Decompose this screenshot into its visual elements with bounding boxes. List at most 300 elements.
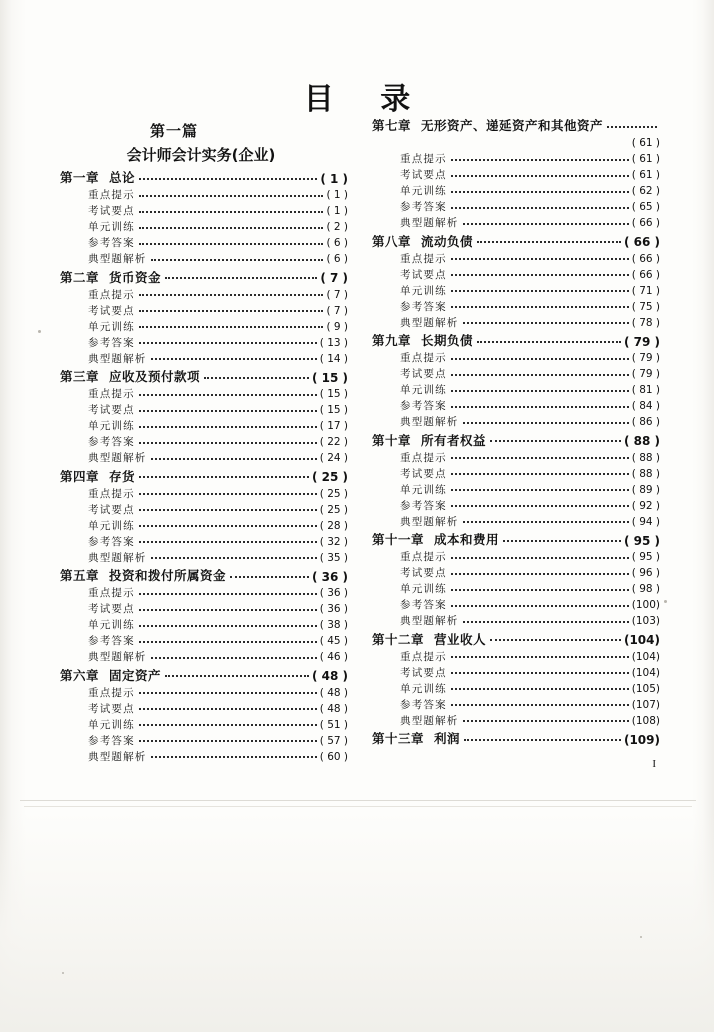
toc-subentry[interactable] xyxy=(60,337,348,348)
subentry-page-number: ( 13 ) xyxy=(319,336,348,349)
dot-leader xyxy=(139,289,324,298)
chapter-label: 第三章 xyxy=(60,369,100,384)
dot-leader xyxy=(451,186,629,195)
subentry-page-number: (107) xyxy=(631,698,660,711)
dot-leader xyxy=(139,389,317,398)
dot-leader xyxy=(451,468,629,477)
toc-subentry[interactable] xyxy=(60,536,348,547)
subentry-title: 典型题解析 xyxy=(400,217,459,229)
toc-subentry[interactable] xyxy=(372,154,660,165)
chapter-label: 第九章 xyxy=(372,333,412,348)
dot-leader xyxy=(451,253,629,262)
dot-leader xyxy=(477,237,621,246)
toc-subentry[interactable] xyxy=(372,616,660,627)
subentry-page-number: (104) xyxy=(631,650,660,663)
scan-speck xyxy=(38,330,41,333)
subentry-page-number: ( 95 ) xyxy=(631,551,660,563)
toc-subentry[interactable] xyxy=(60,238,348,249)
dot-leader xyxy=(463,616,629,625)
subentry-title: 重点提示 xyxy=(400,153,447,165)
dot-leader xyxy=(451,285,629,294)
dot-leader xyxy=(451,202,629,211)
subentry-page-number: ( 65 ) xyxy=(631,201,660,213)
toc-subentry[interactable] xyxy=(372,301,660,312)
dot-leader xyxy=(139,636,317,645)
subentry-title: 典型题解析 xyxy=(88,352,147,365)
subentry-page-number: ( 6 ) xyxy=(326,237,348,249)
chapter-title: 成本和费用 xyxy=(434,532,500,547)
toc-subentry[interactable] xyxy=(372,500,660,511)
dot-leader xyxy=(139,536,317,545)
dot-leader xyxy=(139,305,324,314)
toc-subentry[interactable] xyxy=(60,620,348,631)
scan-speck xyxy=(640,936,642,938)
subentry-page-number: ( 15 ) xyxy=(319,388,348,400)
toc-column-left xyxy=(60,120,348,762)
chapter-label: 第二章 xyxy=(60,269,100,285)
toc-subentry[interactable] xyxy=(60,353,348,364)
chapter-title: 长期负债 xyxy=(421,333,474,348)
toc-subentry[interactable] xyxy=(372,186,660,197)
toc-chapter-entry[interactable] xyxy=(60,667,348,683)
toc-subentry[interactable] xyxy=(372,353,660,364)
subentry-title: 单元训练 xyxy=(400,583,447,595)
subentry-title: 典型题解析 xyxy=(88,253,147,265)
subentry-title: 单元训练 xyxy=(400,483,447,496)
chapter-title: 应收及预付款项 xyxy=(109,369,201,384)
chapter-label: 第五章 xyxy=(60,568,100,583)
subentry-page-number: ( 75 ) xyxy=(631,300,660,313)
dot-leader xyxy=(451,154,629,163)
subentry-title: 参考答案 xyxy=(88,237,135,249)
subentry-page-number: ( 84 ) xyxy=(631,400,660,412)
subentry-title: 考试要点 xyxy=(88,503,135,516)
toc-subentry[interactable] xyxy=(372,568,660,579)
subentry-title: 考试要点 xyxy=(88,603,135,615)
subentry-page-number: ( 81 ) xyxy=(631,384,660,396)
part-title: 会计师会计实务(企业) xyxy=(126,146,276,164)
toc-subentry[interactable] xyxy=(372,699,660,710)
chapter-label: 第十三章 xyxy=(372,731,425,746)
toc-subentry[interactable] xyxy=(60,321,348,332)
page-fold-line xyxy=(20,800,696,801)
chapter-label: 第十二章 xyxy=(372,631,425,647)
subentry-title: 考试要点 xyxy=(400,268,447,281)
toc-subentry[interactable] xyxy=(372,369,660,380)
subentry-page-number: ( 38 ) xyxy=(319,619,348,631)
subentry-title: 考试要点 xyxy=(400,368,447,380)
scan-speck xyxy=(664,600,667,603)
dot-leader xyxy=(139,206,324,215)
toc-subentry[interactable] xyxy=(372,715,660,726)
dot-leader xyxy=(463,715,629,724)
chapter-label: 第一章 xyxy=(60,170,100,185)
part-number: 第一篇 xyxy=(149,122,198,140)
subentry-page-number: ( 62 ) xyxy=(631,185,660,197)
subentry-page-number: ( 24 ) xyxy=(319,452,348,464)
subentry-page-number: ( 25 ) xyxy=(319,487,348,500)
scan-speck xyxy=(62,972,64,974)
subentry-title: 单元训练 xyxy=(88,320,135,333)
subentry-page-number: ( 2 ) xyxy=(326,221,348,233)
subentry-page-number: ( 78 ) xyxy=(631,316,660,329)
subentry-page-number: ( 92 ) xyxy=(631,499,660,512)
subentry-title: 参考答案 xyxy=(400,499,447,512)
dot-leader xyxy=(451,401,629,410)
toc-subentry[interactable] xyxy=(372,317,660,328)
chapter-label: 第八章 xyxy=(372,233,412,249)
dot-leader xyxy=(451,667,629,676)
dot-leader xyxy=(151,254,324,263)
chapter-page-number: ( 79 ) xyxy=(623,334,660,349)
chapter-label: 第四章 xyxy=(60,468,100,484)
subentry-title: 典型题解析 xyxy=(400,714,459,727)
subentry-page-number: ( 66 ) xyxy=(631,268,660,281)
chapter-page-number: ( 15 ) xyxy=(311,370,348,385)
dot-leader xyxy=(451,584,629,593)
chapter-title: 所有者权益 xyxy=(421,432,487,448)
subentry-page-number: ( 17 ) xyxy=(319,420,348,432)
dot-leader xyxy=(139,472,309,481)
toc-subentry[interactable] xyxy=(60,751,348,762)
subentry-page-number: ( 25 ) xyxy=(319,503,348,516)
subentry-title: 单元训练 xyxy=(400,284,447,297)
toc-subentry[interactable] xyxy=(372,552,660,563)
dot-leader xyxy=(451,369,629,378)
chapter-page-number: ( 1 ) xyxy=(320,171,348,186)
dot-leader xyxy=(451,269,629,278)
toc-subentry[interactable] xyxy=(60,437,348,448)
toc-subentry[interactable] xyxy=(372,269,660,280)
chapter-title: 流动负债 xyxy=(421,233,474,249)
toc-subentry[interactable] xyxy=(60,305,348,316)
toc-subentry[interactable] xyxy=(372,584,660,595)
toc-subentry[interactable] xyxy=(60,421,348,432)
subentry-page-number: ( 98 ) xyxy=(631,583,660,595)
subentry-title: 单元训练 xyxy=(88,221,135,233)
subentry-title: 重点提示 xyxy=(88,189,135,201)
dot-leader xyxy=(165,671,309,680)
toc-subentry[interactable] xyxy=(60,735,348,746)
dot-leader xyxy=(139,238,324,247)
dot-leader xyxy=(464,735,621,744)
subentry-page-number: ( 89 ) xyxy=(631,483,660,496)
subentry-page-number: ( 36 ) xyxy=(319,603,348,615)
subentry-page-number: ( 51 ) xyxy=(319,718,348,731)
toc-subentry[interactable] xyxy=(60,453,348,464)
page-title: 目 录 xyxy=(303,82,429,117)
subentry-title: 参考答案 xyxy=(400,698,447,711)
dot-leader xyxy=(451,552,629,561)
dot-leader xyxy=(451,385,629,394)
dot-leader xyxy=(151,552,317,561)
toc-subentry[interactable] xyxy=(372,218,660,229)
dot-leader xyxy=(139,405,317,414)
chapter-page-number: (109) xyxy=(623,732,660,747)
subentry-title: 重点提示 xyxy=(88,487,135,500)
toc-subentry[interactable] xyxy=(372,385,660,396)
dot-leader xyxy=(151,652,317,661)
part-heading xyxy=(60,120,348,165)
dot-leader xyxy=(151,353,317,362)
subentry-page-number: ( 61 ) xyxy=(631,153,660,165)
subentry-title: 重点提示 xyxy=(400,650,447,663)
subentry-page-number: ( 22 ) xyxy=(319,436,348,448)
toc-subentry[interactable] xyxy=(60,687,348,698)
subentry-title: 典型题解析 xyxy=(400,416,459,428)
subentry-page-number: (105) xyxy=(631,682,660,695)
toc-chapter-entry[interactable] xyxy=(60,269,348,285)
subentry-title: 典型题解析 xyxy=(400,316,459,329)
subentry-title: 考试要点 xyxy=(88,304,135,317)
toc-subentry[interactable] xyxy=(372,651,660,662)
subentry-page-number: ( 7 ) xyxy=(326,304,348,317)
subentry-page-number: (104) xyxy=(631,666,660,679)
subentry-title: 重点提示 xyxy=(88,587,135,599)
dot-leader xyxy=(451,500,629,509)
dot-leader xyxy=(139,520,317,529)
chapter-label: 第十章 xyxy=(372,432,412,448)
dot-leader xyxy=(451,452,629,461)
dot-leader xyxy=(451,651,629,660)
subentry-title: 考试要点 xyxy=(400,567,447,579)
subentry-page-number: ( 46 ) xyxy=(319,651,348,663)
subentry-page-number: ( 71 ) xyxy=(631,284,660,297)
subentry-page-number: ( 57 ) xyxy=(319,734,348,747)
dot-leader xyxy=(451,170,629,179)
toc-subentry[interactable] xyxy=(60,405,348,416)
dot-leader xyxy=(151,751,317,760)
toc-chapter-entry[interactable] xyxy=(372,631,660,647)
dot-leader xyxy=(463,417,629,426)
subentry-title: 典型题解析 xyxy=(400,515,459,528)
chapter-title: 货币资金 xyxy=(109,269,162,285)
dot-leader xyxy=(139,604,317,613)
dot-leader xyxy=(463,317,629,326)
toc-subentry[interactable] xyxy=(372,170,660,181)
toc-chapter-entry[interactable] xyxy=(372,534,660,547)
toc-columns xyxy=(60,120,660,762)
chapter-title: 存货 xyxy=(109,468,136,484)
subentry-page-number: ( 60 ) xyxy=(319,750,348,763)
subentry-title: 重点提示 xyxy=(88,388,135,400)
chapter-page-number: ( 66 ) xyxy=(623,235,660,249)
dot-leader xyxy=(165,273,317,282)
subentry-page-number: ( 7 ) xyxy=(326,288,348,301)
toc-subentry[interactable] xyxy=(372,516,660,527)
subentry-page-number: ( 79 ) xyxy=(631,352,660,364)
folio-page-number: I xyxy=(652,758,656,770)
subentry-title: 单元训练 xyxy=(88,718,135,731)
chapter-page-number: ( 25 ) xyxy=(311,470,348,484)
toc-chapter-entry[interactable] xyxy=(372,233,660,249)
dot-leader xyxy=(139,620,317,629)
dot-leader xyxy=(451,683,629,692)
dot-leader xyxy=(139,588,317,597)
subentry-title: 重点提示 xyxy=(88,686,135,699)
dot-leader xyxy=(451,484,629,493)
subentry-title: 重点提示 xyxy=(400,252,447,265)
toc-subentry[interactable] xyxy=(60,703,348,714)
subentry-title: 典型题解析 xyxy=(88,651,147,663)
dot-leader xyxy=(451,301,629,310)
subentry-title: 重点提示 xyxy=(88,288,135,301)
toc-chapter-entry[interactable] xyxy=(372,335,660,348)
subentry-page-number: (103) xyxy=(631,615,660,627)
dot-leader xyxy=(490,635,621,644)
toc-subentry[interactable] xyxy=(60,190,348,201)
dot-leader xyxy=(139,504,317,513)
subentry-title: 单元训练 xyxy=(400,384,447,396)
toc-subentry[interactable] xyxy=(372,484,660,495)
toc-subentry[interactable] xyxy=(60,520,348,531)
subentry-page-number: ( 48 ) xyxy=(319,702,348,715)
chapter-page-number: ( 88 ) xyxy=(623,434,660,448)
subentry-title: 考试要点 xyxy=(88,404,135,416)
chapter-label: 第十一章 xyxy=(372,532,425,547)
subentry-title: 重点提示 xyxy=(400,551,447,563)
subentry-title: 重点提示 xyxy=(400,451,447,464)
subentry-page-number: ( 9 ) xyxy=(326,320,348,333)
subentry-page-number: ( 48 ) xyxy=(319,686,348,699)
toc-subentry[interactable] xyxy=(372,468,660,479)
toc-chapter-entry[interactable] xyxy=(60,468,348,484)
subentry-title: 考试要点 xyxy=(400,169,447,181)
subentry-title: 考试要点 xyxy=(400,666,447,679)
toc-subentry[interactable] xyxy=(60,552,348,563)
subentry-page-number: (108) xyxy=(631,714,660,727)
toc-subentry[interactable] xyxy=(60,636,348,647)
toc-chapter-entry[interactable] xyxy=(60,570,348,583)
toc-subentry[interactable] xyxy=(372,202,660,213)
subentry-page-number: ( 1 ) xyxy=(326,205,348,217)
subentry-title: 考试要点 xyxy=(400,467,447,480)
toc-subentry[interactable] xyxy=(372,667,660,678)
dot-leader xyxy=(139,719,317,728)
toc-subentry[interactable] xyxy=(372,417,660,428)
toc-chapter-entry[interactable] xyxy=(60,172,348,185)
toc-subentry[interactable] xyxy=(60,604,348,615)
subentry-title: 参考答案 xyxy=(88,734,135,747)
subentry-title: 考试要点 xyxy=(88,702,135,715)
subentry-page-number: ( 66 ) xyxy=(631,252,660,265)
subentry-page-number: ( 86 ) xyxy=(631,416,660,428)
page-fold-line-secondary xyxy=(24,806,692,807)
subentry-title: 参考答案 xyxy=(400,599,447,611)
toc-subentry[interactable] xyxy=(60,488,348,499)
subentry-page-number: ( 88 ) xyxy=(631,451,660,464)
dot-leader xyxy=(463,516,629,525)
toc-subentry[interactable] xyxy=(60,222,348,233)
subentry-title: 考试要点 xyxy=(88,205,135,217)
dot-leader xyxy=(230,572,309,581)
subentry-page-number: ( 88 ) xyxy=(631,467,660,480)
toc-subentry[interactable] xyxy=(372,285,660,296)
chapter-page-number: ( 95 ) xyxy=(623,533,660,548)
chapter-title: 无形资产、递延资产和其他资产 xyxy=(421,118,604,133)
subentry-title: 典型题解析 xyxy=(88,452,147,464)
dot-leader xyxy=(139,703,317,712)
subentry-title: 单元训练 xyxy=(88,519,135,532)
subentry-page-number: ( 28 ) xyxy=(319,519,348,532)
toc-subentry[interactable] xyxy=(60,504,348,515)
dot-leader xyxy=(503,536,621,545)
subentry-title: 参考答案 xyxy=(88,436,135,448)
subentry-page-number: ( 66 ) xyxy=(631,217,660,229)
chapter-title: 利润 xyxy=(434,731,461,746)
dot-leader xyxy=(451,600,629,609)
subentry-title: 典型题解析 xyxy=(88,551,147,564)
toc-subentry[interactable] xyxy=(60,652,348,663)
subentry-title: 单元训练 xyxy=(88,420,135,432)
toc-subentry[interactable] xyxy=(372,452,660,463)
chapter-label: 第六章 xyxy=(60,667,100,683)
subentry-title: 参考答案 xyxy=(400,201,447,213)
subentry-page-number: ( 94 ) xyxy=(631,515,660,528)
subentry-page-number: ( 15 ) xyxy=(319,404,348,416)
toc-subentry[interactable] xyxy=(60,206,348,217)
chapter-title: 固定资产 xyxy=(109,667,162,683)
dot-leader xyxy=(139,735,317,744)
toc-subentry[interactable] xyxy=(60,254,348,265)
subentry-page-number: ( 79 ) xyxy=(631,368,660,380)
toc-subentry[interactable] xyxy=(372,401,660,412)
toc-subentry[interactable] xyxy=(60,389,348,400)
subentry-title: 参考答案 xyxy=(88,635,135,647)
chapter-label: 第七章 xyxy=(372,118,412,133)
subentry-title: 单元训练 xyxy=(400,185,447,197)
chapter-page-number: ( 48 ) xyxy=(311,669,348,683)
subentry-title: 参考答案 xyxy=(88,336,135,349)
dot-leader xyxy=(139,222,324,231)
subentry-title: 参考答案 xyxy=(400,300,447,313)
subentry-page-number: ( 61 ) xyxy=(631,169,660,181)
subentry-page-number: ( 14 ) xyxy=(319,352,348,365)
dot-leader xyxy=(151,453,317,462)
subentry-page-number: ( 35 ) xyxy=(319,551,348,564)
subentry-title: 单元训练 xyxy=(400,682,447,695)
subentry-title: 单元训练 xyxy=(88,619,135,631)
toc-chapter-entry[interactable] xyxy=(372,733,660,746)
subentry-title: 参考答案 xyxy=(88,535,135,548)
dot-leader xyxy=(490,436,621,445)
subentry-page-number: (100) xyxy=(631,599,660,611)
subentry-title: 参考答案 xyxy=(400,400,447,412)
dot-leader xyxy=(451,568,629,577)
subentry-title: 典型题解析 xyxy=(400,615,459,627)
subentry-page-number: ( 6 ) xyxy=(326,253,348,265)
toc-subentry[interactable] xyxy=(372,253,660,264)
subentry-page-number: ( 36 ) xyxy=(319,587,348,599)
dot-leader xyxy=(139,321,324,330)
toc-subentry[interactable] xyxy=(60,289,348,300)
dot-leader xyxy=(139,488,317,497)
toc-chapter-entry[interactable] xyxy=(372,432,660,448)
dot-leader xyxy=(139,337,317,346)
dot-leader xyxy=(139,421,317,430)
subentry-page-number: ( 96 ) xyxy=(631,567,660,579)
toc-subentry[interactable] xyxy=(60,719,348,730)
dot-leader xyxy=(139,687,317,696)
toc-subentry[interactable] xyxy=(60,588,348,599)
toc-subentry[interactable] xyxy=(372,683,660,694)
subentry-page-number: ( 32 ) xyxy=(319,535,348,548)
dot-leader xyxy=(139,190,324,199)
toc-chapter-entry[interactable] xyxy=(372,120,660,133)
toc-subentry[interactable] xyxy=(372,600,660,611)
toc-chapter-entry[interactable] xyxy=(60,371,348,384)
dot-leader xyxy=(204,373,309,382)
